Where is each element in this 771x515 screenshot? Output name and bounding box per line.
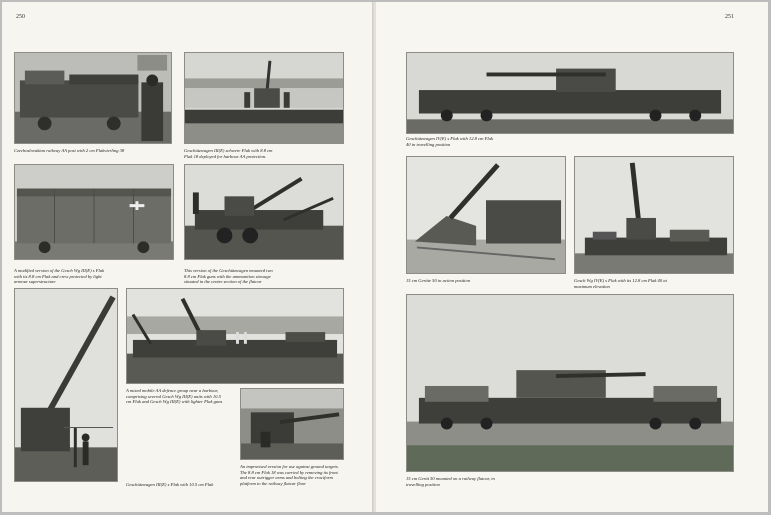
- caption-line: Geschützwagen IV(E) s Flak with 12.8 cm Flak: [406, 136, 494, 141]
- caption-gerat50-action: 15 cm Geräte 50 in action position: [406, 278, 471, 283]
- caption-line: armour superstructure: [14, 279, 56, 285]
- caption-line: An improvised version for use against ground targets.: [240, 464, 339, 469]
- caption-armoured-wagon: [14, 268, 179, 285]
- caption-line: 40 in travelling position: [406, 141, 451, 147]
- caption-line: 15 cm Gerät 50 mounted on a railway flatcar, in: [406, 476, 495, 481]
- photo-railway-aa-post: [14, 52, 172, 144]
- right-page-number: 251: [725, 14, 734, 20]
- caption-line: comprising several Gesch Wg III(E) units with 10.5: [126, 393, 221, 399]
- photo-twin-flak-flatcar: [184, 164, 344, 260]
- photo-gerat50-action: [406, 156, 566, 274]
- caption-line: travelling position: [406, 481, 440, 487]
- caption-line: platform to the railway flatcar floor: [240, 480, 306, 486]
- left-page-number: 250: [16, 14, 25, 20]
- photo-aa-defence-group: [126, 288, 344, 384]
- photo-flak-max-elevation: [574, 156, 734, 274]
- left-page: [2, 2, 374, 512]
- caption-line: 8.8 cm Flak guns with the ammunition stowage: [184, 273, 271, 279]
- caption-railway-aa-post: Czechoslovakian railway AA post with 2 cm Flakvierling 38: [14, 148, 125, 153]
- caption-line: cm Flak and Gesch Wg III(E) with lighter Flak guns: [126, 399, 223, 405]
- caption-line: situated in the centre section of the flatcar: [184, 279, 262, 285]
- caption-line: Gesch Wg IV(E) s Flak with its 12.8 cm Flak 40 at: [574, 278, 667, 283]
- caption-flak-max-elevation: [574, 278, 744, 289]
- caption-line: with its 8.8 cm Flak and crew protected by light: [14, 273, 102, 279]
- caption-tall-flak: Geschützwagen III(E) s Flak with 10.5 cm Flak: [126, 482, 214, 487]
- caption-line: Geschützwagen III(E) schwere Flak with 8.8 cm: [184, 148, 273, 153]
- photo-harbour-flak: [184, 52, 344, 144]
- caption-twin-flak-flatcar: [184, 268, 349, 285]
- caption-line: A mixed mobile AA defence group near a harbour,: [126, 388, 219, 393]
- caption-line: This version of the Geschützwagen mounted two: [184, 268, 273, 273]
- caption-line: maximum elevation: [574, 283, 610, 289]
- right-page: [376, 2, 768, 512]
- caption-harbour-flak: [184, 148, 344, 159]
- photo-flak40-flatcar: [406, 52, 734, 134]
- caption-ground-target-flak: [240, 464, 370, 486]
- photo-armoured-wagon: [14, 164, 174, 260]
- photo-gerat50-flatcar: [406, 294, 734, 472]
- caption-line: A modified version of the Gesch Wg III(E) s Flak: [14, 268, 105, 273]
- photo-ground-target-flak: [240, 388, 344, 460]
- caption-flak40-flatcar: [406, 136, 606, 147]
- caption-line: The 8.8 cm Flak 18 was carried by removing its front: [240, 469, 338, 475]
- caption-gerat50-flatcar: [406, 476, 606, 487]
- photo-tall-flak-barrel: [14, 288, 118, 482]
- caption-line: Flak 18 deployed for harbour AA protection.: [184, 153, 267, 159]
- caption-line: and rear outrigger arms and bolting the cruciform: [240, 475, 333, 481]
